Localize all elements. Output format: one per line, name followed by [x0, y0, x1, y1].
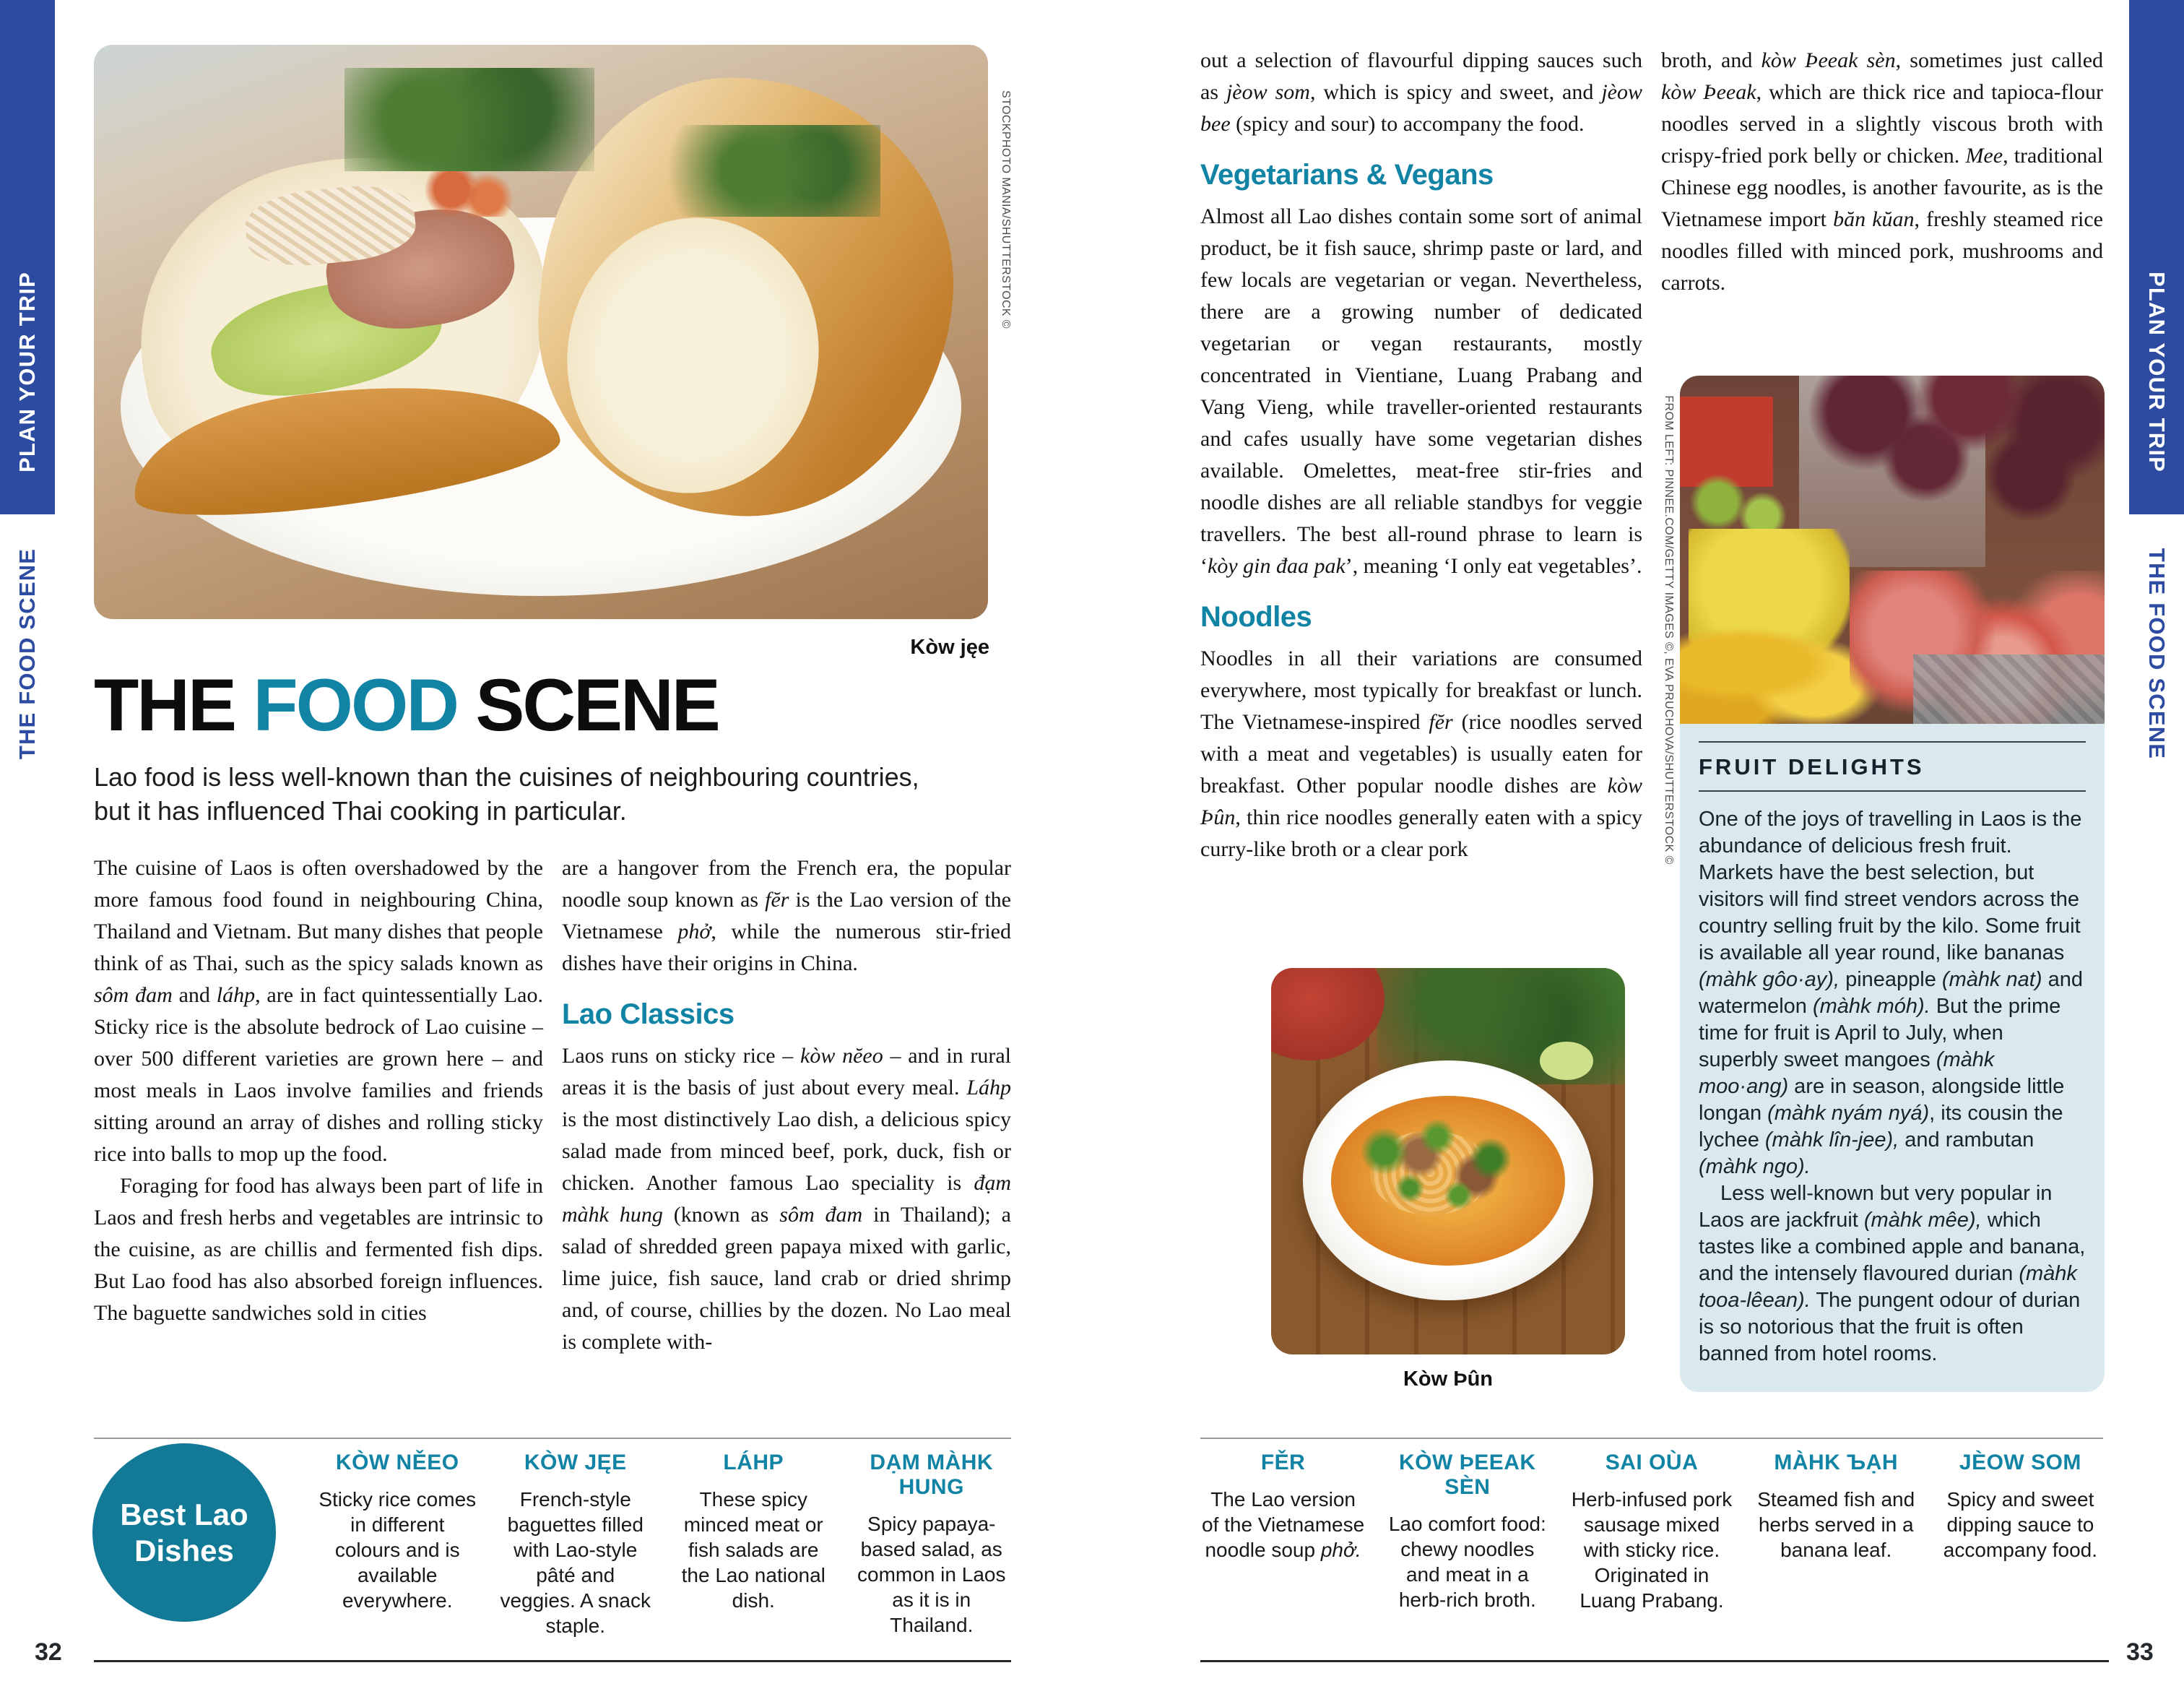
fruit-box-copy — [1699, 806, 2086, 1367]
dish-name: JÈOW SOM — [1959, 1451, 2081, 1474]
passionfruit-shape — [1807, 376, 2105, 557]
dish-name: MÀHK ЪẠH — [1774, 1451, 1899, 1474]
best-dishes-left-row — [318, 1451, 1011, 1638]
cilantro-shape — [344, 68, 595, 171]
divider — [1699, 790, 2086, 792]
dish-name: LÁHP — [723, 1451, 784, 1474]
carrot-bits-shape — [425, 171, 514, 217]
body-paragraph: are a hangover from the French era, the popular noodle soup known as fĕr is the Lao version of the Vietnamese phở, while the numerous stir-fried dishes have their origins in China. — [562, 856, 1011, 975]
standfirst: Lao food is less well-known than the cuisines of neighbouring countries, but it has influenced Thai cooking in particular. — [94, 762, 919, 826]
body-paragraph: out a selection of flavourful dipping sauces such as jèow som, which is spicy and sweet, and jèow bee (spicy and sour) to accompany the food. — [1200, 48, 1643, 136]
footer-rule-right — [1200, 1660, 2109, 1662]
banh-mi-photo — [94, 45, 988, 619]
body-paragraph: broth, and kòw Þeeak sèn, sometimes just called kòw Þeeak, which are thick rice and tapioca-flour noodles served in a slightly viscous broth with crispy-fried pork belly or chicken. Mee, traditional Chinese egg noodles, is another favourite, as is the Vietnamese import băn kŭan, freshly steamed rice noodles filled with minced pork, mushrooms and carrots. — [1661, 48, 2104, 295]
dish-description: The Lao version of the Vietnamese noodle soup phở. — [1202, 1488, 1365, 1561]
page-title-accent: FOOD — [253, 664, 457, 746]
right-section-label: THE FOOD SCENE — [2144, 548, 2170, 760]
vegetarians-heading: Vegetarians & Vegans — [1200, 159, 1494, 191]
dish-item — [1754, 1451, 1919, 1613]
body-paragraph: Laos runs on sticky rice – kòw nĕeo – and in rural areas it is the basis of just about every meal. Láhp is the most distinctively Lao dish, a delicious spicy salad made from minced beef, pork, duck, fish or chicken. Another famous Lao speciality is đạm màhk hung (known as sôm đam in Thailand); a salad of shredded green papaya mixed with garlic, lime juice, fish sauce, land crab or dried shrimp and, of course, chillies by the dozen. No Lao meal is complete with- — [562, 1044, 1011, 1354]
right-page-column-2 — [1661, 45, 2103, 299]
box-paragraph: One of the joys of travelling in Laos is the abundance of delicious fresh fruit. Markets have the best selection, but visitors will find street vendors across the country selling fruit by the kilo. Some fruit is available all year round, like bananas (màhk gôo·ay), pineapple (màhk nat) and watermelon (màhk móh). But the prime time for fruit is April to July, when superbly sweet mangoes (màhk moo·ang) are in season, alongside little longan (màhk nyám nyá), its cousin the lychee (màhk lîn-jee), and rambutan (màhk ngo). — [1699, 808, 2083, 1178]
body-paragraph: Almost all Lao dishes contain some sort of animal product, be it fish sauce, shrimp paste or lard, and few locals are vegetarian or vegan. Nevertheless, there are a growing number of dedicated vegetarian or vegan restaurants, mostly concentrated in Vientiane, Luang Prabang and Vang Vieng, while traveller-oriented restaurants and cafes usually have some vegetarian dishes available. Omelettes, meat-free stir-fries and noodle dishes are all reliable standbys for veggie travellers. The best all-round phrase to learn is ‘kòy gin đaa pak’, meaning ‘I only eat vegetables’. — [1200, 204, 1642, 578]
dish-item — [1938, 1451, 2103, 1613]
dish-item — [852, 1451, 1012, 1638]
right-page-column-2-copy — [1661, 45, 2103, 299]
right-tab-label: PLAN YOUR TRIP — [2144, 271, 2170, 473]
body-paragraph: Noodles in all their variations are consumed everywhere, most typically for breakfast or lunch. The Vietnamese-inspired fĕr (rice noodles served with a meat and vegetables) is usually eaten for breakfast. Other popular noodle dishes are kòw Þûn, thin rice noodles generally eaten with a spicy curry-like broth or a clear pork — [1200, 647, 1642, 861]
noodle-soup-photo — [1271, 968, 1625, 1354]
right-page-column-1-copy — [1200, 45, 1642, 865]
strip-top-rule-right — [1200, 1438, 2103, 1439]
dish-name: FĚR — [1260, 1451, 1306, 1474]
banh-mi-caption: Kòw jęe — [910, 636, 989, 659]
left-page-column-1 — [94, 852, 543, 1358]
dish-description: Spicy and sweet dipping sauce to accompany food. — [1943, 1488, 2098, 1561]
fruit-box-heading: FRUIT DELIGHTS — [1699, 754, 1925, 779]
body-paragraph: The cuisine of Laos is often overshadowed by the more famous food found in neighbouring China, Thailand and Vietnam. But many dishes that people think of as Thai, such as the spicy salads known as sôm đam and láhp, are in fact quintessentially Lao. Sticky rice is the absolute bedrock of Lao cuisine – over 500 different varieties are grown here – and most meals in Laos involve families and friends sitting around an array of dishes and rolling sticky rice into balls to mop up the food. — [94, 856, 543, 1166]
badge-line-2: Dishes — [134, 1533, 234, 1568]
box-paragraph: Less well-known but very popular in Laos are jackfruit (màhk mêe), which tastes like a combined apple and banana, and the intensely flavoured durian (màhk tooa-lêean). The pungent odour of durian is so notorious that the fruit is often banned from hotel rooms. — [1699, 1182, 2086, 1365]
lao-classics-heading: Lao Classics — [562, 998, 734, 1030]
dish-description: These spicy minced meat or fish salads are the Lao national dish. — [681, 1488, 826, 1612]
red-dish-shape — [1271, 968, 1384, 1060]
dish-item — [318, 1451, 477, 1638]
noodle-soup-caption: Kòw Þûn — [1403, 1367, 1494, 1391]
dish-item — [496, 1451, 656, 1638]
left-page-column-2 — [562, 852, 1011, 1358]
noodles-heading: Noodles — [1200, 601, 1312, 633]
dish-description: Sticky rice comes in different colours and is available everywhere. — [318, 1488, 477, 1612]
fruit-box-content — [1680, 724, 2105, 1367]
page-title-pre: THE — [94, 664, 254, 746]
best-lao-dishes-badge — [92, 1443, 276, 1622]
page-number-left: 32 — [35, 1638, 62, 1666]
dish-description: Lao comfort food: chewy noodles and meat in a herb-rich broth. — [1388, 1513, 1546, 1611]
dish-name: KÒW ÞEEAK SÈN — [1399, 1451, 1536, 1499]
dish-item — [674, 1451, 833, 1638]
basket-shape — [1913, 654, 2105, 724]
fruit-photo-credit: FROM LEFT: PINNEE.COM/GETTY IMAGES ©, EVA PRUCHOVA/SHUTTERSTOCK © — [1663, 395, 1675, 865]
dish-name: SAI OÙA — [1605, 1451, 1699, 1474]
page-title — [94, 663, 1018, 748]
body-paragraph: Foraging for food has always been part of life in Laos and fresh herbs and vegetables are intrinsic to the cuisine, as are chillis and fermented fish dips. But Lao food has also absorbed foreign influences. The baguette sandwiches sold in cities — [94, 1174, 543, 1325]
cilantro-shape — [666, 125, 880, 217]
dish-name: DẠM MÀHK HUNG — [870, 1451, 994, 1499]
badge-line-1: Best Lao — [120, 1497, 248, 1531]
dish-description: French-style baguettes filled with Lao-style pâté and veggies. A snack staple. — [500, 1488, 651, 1637]
footer-rule-left — [94, 1660, 1011, 1662]
dish-item — [1200, 1451, 1366, 1613]
fruit-stand-photo — [1680, 376, 2105, 724]
best-dishes-right-row — [1200, 1451, 2103, 1613]
page-number-right: 33 — [2126, 1638, 2154, 1666]
left-tab-label: PLAN YOUR TRIP — [14, 271, 40, 473]
page-title-post: SCENE — [457, 664, 719, 746]
left-section-label: THE FOOD SCENE — [14, 548, 40, 760]
banh-mi-photo-credit: STOCKPHOTO MANIA/SHUTTERSTOCK © — [1000, 90, 1012, 329]
dish-description: Spicy papaya-based salad, as common in Laos as it is in Thailand. — [857, 1513, 1006, 1636]
dish-name: KÒW JĘE — [524, 1451, 627, 1474]
scallion-garnish-shape — [1342, 1107, 1554, 1254]
dish-name: KÒW NĚEO — [335, 1451, 459, 1474]
dish-description: Herb-infused pork sausage mixed with sticky rice. Originated in Luang Prabang. — [1571, 1488, 1733, 1612]
fruit-delights-box — [1680, 376, 2105, 1392]
dish-item — [1569, 1451, 1734, 1613]
strip-top-rule-left — [94, 1438, 1011, 1439]
dish-item — [1384, 1451, 1550, 1613]
left-page-columns — [94, 852, 1011, 1358]
dish-description: Steamed fish and herbs served in a banana leaf. — [1757, 1488, 1915, 1561]
right-page-column-1 — [1200, 45, 1642, 865]
lime-shape — [1540, 1042, 1593, 1081]
